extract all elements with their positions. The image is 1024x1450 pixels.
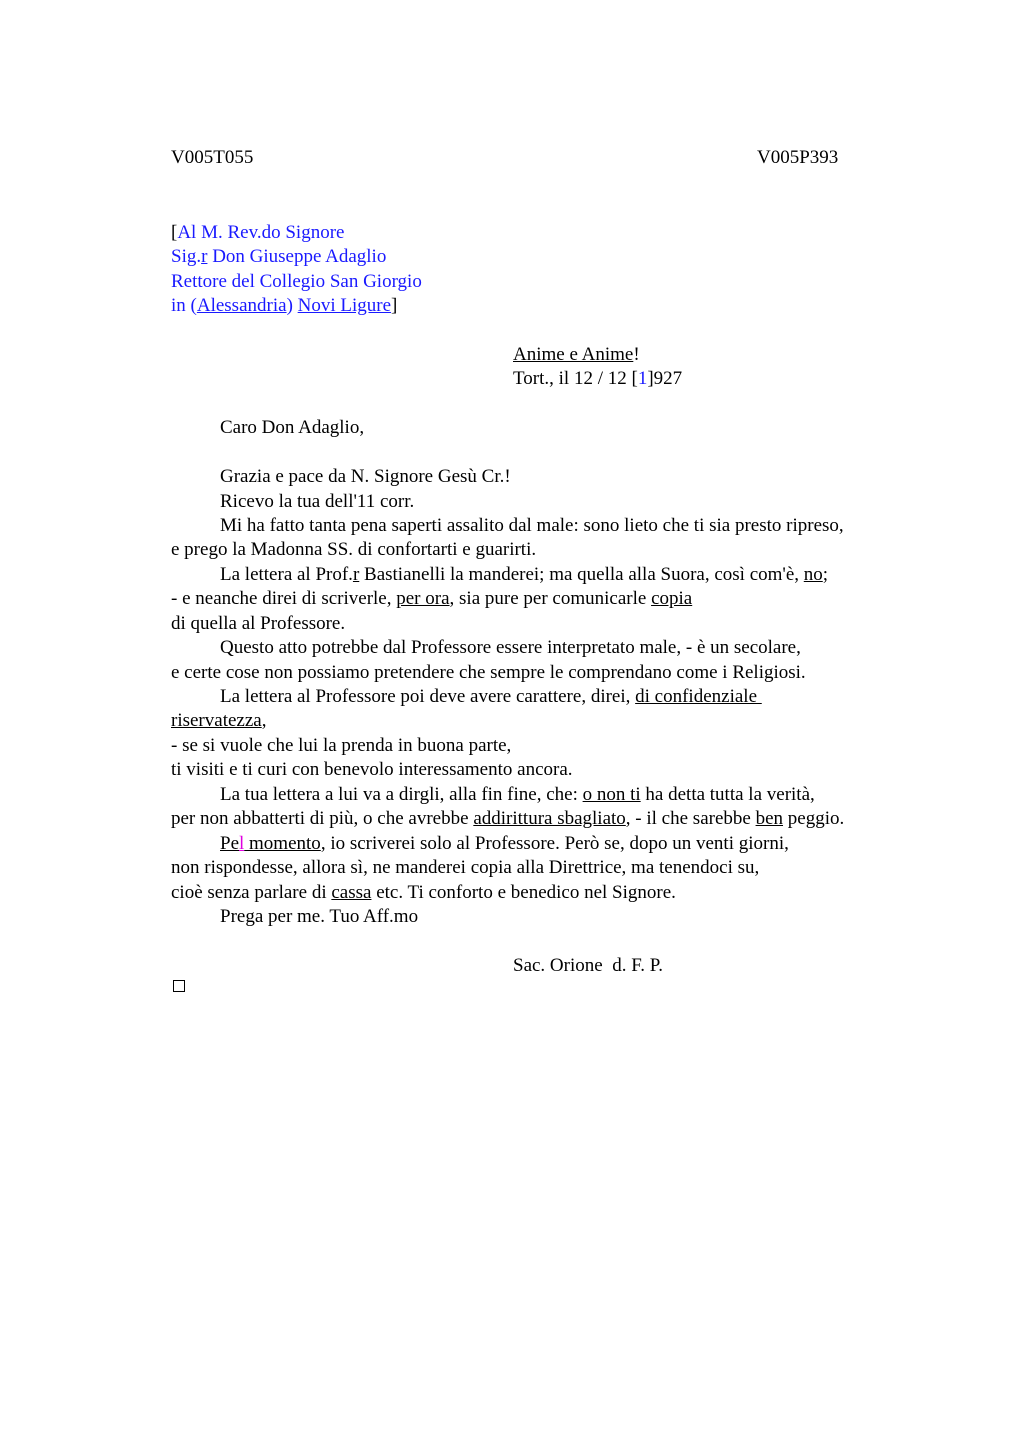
body-line-6-c: , sia pure per comunicarle xyxy=(449,588,652,609)
document-code-right: V005P393 xyxy=(757,147,839,168)
body-line-10-underlined: di confidenziale xyxy=(635,686,762,707)
body-line-16-editorial-l: l xyxy=(239,833,245,854)
document-code-left: V005T055 xyxy=(171,147,254,168)
address-bracket-open: [ xyxy=(171,222,178,243)
body-line-18 xyxy=(171,881,676,905)
address-bracket-close: ] xyxy=(391,295,398,316)
body-line-15-e: peggio. xyxy=(783,808,845,829)
address-line-3: Rettore del Collegio San Giorgio xyxy=(171,271,422,292)
body-line-7: di quella al Professore. xyxy=(171,613,346,634)
address-province: Alessandria xyxy=(196,295,287,316)
body-line-15-c: , - il che sarebbe xyxy=(625,808,756,829)
body-line-16-pe: Pe xyxy=(220,833,239,854)
body-line-6-underlined-copia: copia xyxy=(651,588,693,609)
body-line-11-comma: , xyxy=(261,710,267,731)
body-line-18-a: cioè senza parlare di xyxy=(171,882,332,903)
body-line-14 xyxy=(220,783,815,807)
body-line-14-c: ha detta tutta la verità, xyxy=(640,784,815,805)
body-line-12: - se si vuole che lui la prenda in buona parte, xyxy=(171,735,512,756)
body-line-4: e prego la Madonna SS. di confortarti e guarirti. xyxy=(171,539,537,560)
address-sig-superscript: r xyxy=(201,246,208,267)
body-line-5-underlined-no: no xyxy=(803,564,823,585)
body-line-17: non rispondesse, allora sì, ne manderei copia alla Direttrice, ma tenendoci su, xyxy=(171,857,760,878)
body-line-15 xyxy=(171,807,844,831)
date-suffix: ]927 xyxy=(647,368,683,389)
body-line-13: ti visiti e ti curi con benevolo interessamento ancora. xyxy=(171,759,573,780)
body-line-14-underlined: o non ti xyxy=(582,784,641,805)
body-line-10-a: La lettera al Professore poi deve avere carattere, direi, xyxy=(220,686,636,707)
body-line-18-underlined-cassa: cassa xyxy=(331,882,372,903)
body-line-6 xyxy=(171,587,692,611)
body-line-16 xyxy=(220,832,789,856)
body-line-8: Questo atto potrebbe dal Professore essere interpretato male, - è un secolare, xyxy=(220,637,801,658)
salutation: Caro Don Adaglio, xyxy=(220,417,365,438)
signature: Sac. Orione d. F. P. xyxy=(513,955,663,976)
body-line-9: e certe cose non possiamo pretendere che sempre le comprendano come i Religiosi. xyxy=(171,662,806,683)
motto-exclamation: ! xyxy=(633,344,640,365)
address-paren-close: ) xyxy=(286,295,298,316)
motto xyxy=(513,343,640,367)
body-line-11 xyxy=(171,709,266,733)
body-line-11-underlined: riservatezza xyxy=(171,710,262,731)
body-line-18-c: etc. Ti conforto e benedico nel Signore. xyxy=(371,882,676,903)
body-line-2: Ricevo la tua dell'11 corr. xyxy=(220,491,415,512)
address-recipient-title: Al M. Rev.do Signore xyxy=(177,222,345,243)
body-line-16-momento: momento xyxy=(244,833,321,854)
address-city: Novi Ligure xyxy=(297,295,392,316)
body-line-15-a: per non abbatterti di più, o che avrebbe xyxy=(171,808,474,829)
body-line-19: Prega per me. Tuo Aff.mo xyxy=(220,906,419,927)
body-line-6-underlined-per-ora: per ora xyxy=(396,588,450,609)
body-line-1: Grazia e pace da N. Signore Gesù Cr.! xyxy=(220,466,511,487)
body-line-5-a: La lettera al Prof. xyxy=(220,564,353,585)
body-line-5 xyxy=(220,563,828,587)
date-editorial-digit: 1 xyxy=(637,368,648,389)
body-line-14-a: La tua lettera a lui va a dirgli, alla fin fine, che: xyxy=(220,784,583,805)
body-line-5-superscript: r xyxy=(352,564,360,585)
body-line-15-underlined-ben: ben xyxy=(755,808,784,829)
body-line-10 xyxy=(220,685,762,709)
body-line-15-underlined: addirittura sbagliato xyxy=(473,808,626,829)
end-marker-box-icon xyxy=(173,980,185,992)
address-line-4 xyxy=(171,294,397,318)
body-line-5-c: Bastianelli la manderei; ma quella alla Suora, così com'è, xyxy=(359,564,804,585)
motto-text: Anime e Anime xyxy=(513,344,634,365)
body-line-6-a: - e neanche direi di scriverle, xyxy=(171,588,397,609)
body-line-3: Mi ha fatto tanta pena saperti assalito dal male: sono lieto che ti sia presto ripreso, xyxy=(220,515,844,536)
letter-date xyxy=(513,367,682,391)
address-recipient-name: Don Giuseppe Adaglio xyxy=(207,246,387,267)
body-line-5-e: ; xyxy=(822,564,829,585)
body-line-16-d: , io scriverei solo al Professore. Però se, dopo un venti giorni, xyxy=(320,833,789,854)
address-line-2 xyxy=(171,245,386,269)
address-line-1 xyxy=(171,221,344,245)
address-in: in ( xyxy=(171,295,197,316)
date-prefix: Tort., il 12 / 12 [ xyxy=(513,368,638,389)
address-sig: Sig. xyxy=(171,246,202,267)
